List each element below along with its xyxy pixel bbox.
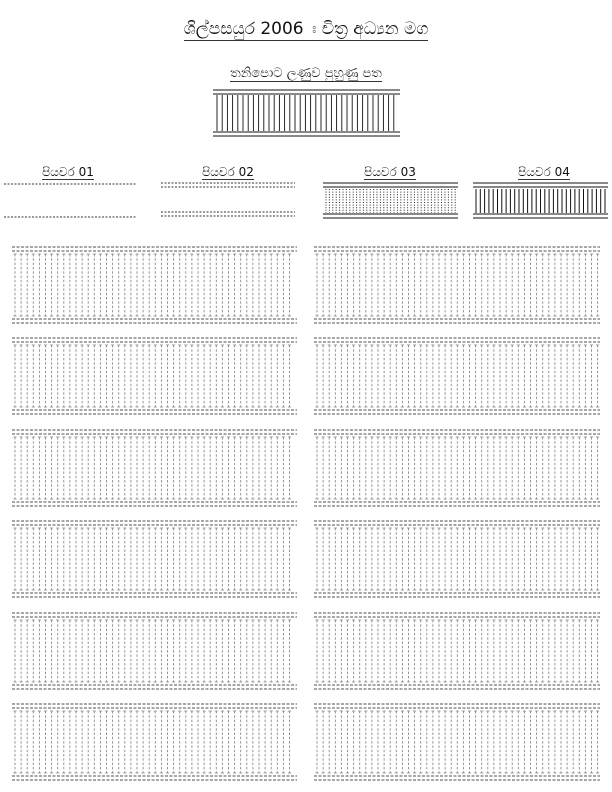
step-04-guide — [473, 183, 608, 218]
practice-area — [12, 247, 600, 780]
step-03-guide — [323, 183, 458, 218]
step-03-label: පියවර 03 — [364, 165, 416, 179]
step-01-label: පියවර 01 — [42, 165, 94, 179]
worksheet-title-text: ශිල්පසයුර 2006 ඃ චිත්‍ර අධ්‍යන මග — [183, 19, 429, 39]
step-02-guide — [161, 183, 295, 216]
step-02-label: පියවර 02 — [202, 165, 254, 179]
practice-row — [314, 338, 600, 414]
practice-row — [314, 613, 600, 689]
example-rope-pattern — [213, 90, 400, 136]
practice-row — [12, 430, 297, 506]
practice-row — [314, 247, 600, 323]
practice-row — [314, 704, 600, 780]
step-04-label: පියවර 04 — [518, 165, 570, 179]
practice-row — [314, 521, 600, 597]
practice-row — [12, 613, 297, 689]
step-01-guide — [4, 184, 137, 217]
practice-row — [12, 521, 297, 597]
practice-row — [12, 704, 297, 780]
practice-row — [12, 338, 297, 414]
worksheet-subtitle-text: තනිපොට ලණුව පුහුණු පත — [230, 66, 382, 81]
practice-row — [12, 247, 297, 323]
practice-row — [314, 430, 600, 506]
